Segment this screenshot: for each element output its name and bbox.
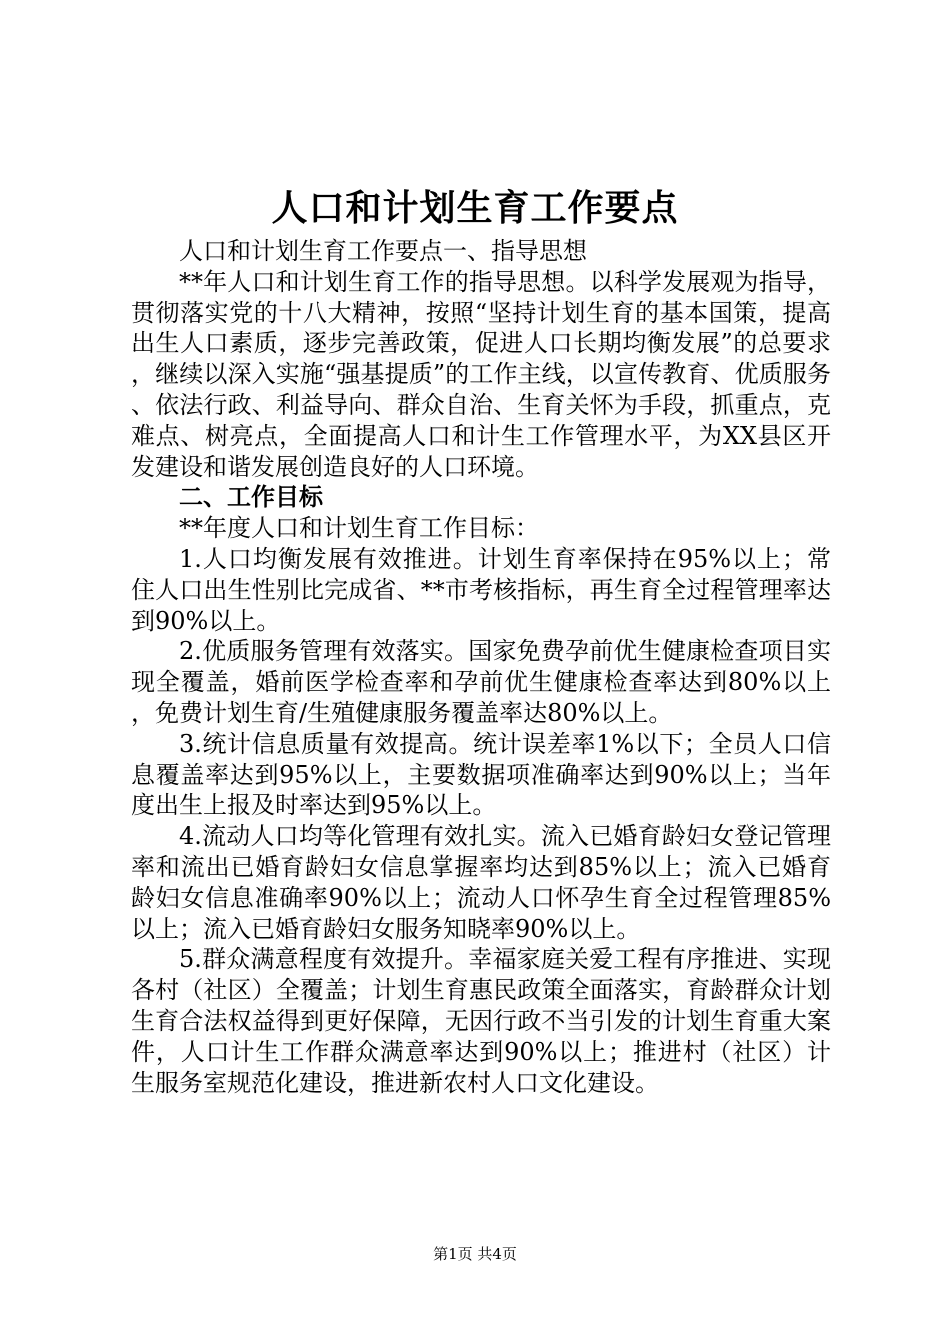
goal-item-2: 2.优质服务管理有效落实。国家免费孕前优生健康检查项目实现全覆盖，婚前医学检查率和孕前优生健康检查率达到80%以上，免费计划生育/生殖健康服务覆盖率达80%以上。 [131,637,831,727]
document-title: 人口和计划生育工作要点 [271,187,679,229]
section-heading-work-goals: 二、工作目标 [179,482,323,512]
page-number-footer: 第1页 共4页 [433,1245,517,1263]
goal-item-5: 5.群众满意程度有效提升。幸福家庭关爱工程有序推进、实现各村（社区）全覆盖；计划生育惠民政策全面落实，育龄群众计划生育合法权益得到更好保障，无因行政不当引发的计划生育重大案件，人口计生工作群众满意率达到90%以上；推进村（社区）计生服务室规范化建设，推进新农村人口文化建设。 [131,945,831,1097]
goal-item-4: 4.流动人口均等化管理有效扎实。流入已婚育龄妇女登记管理率和流出已婚育龄妇女信息掌握率均达到85%以上；流入已婚育龄妇女信息准确率90%以上；流动人口怀孕生育全过程管理85%以上；流入已婚育龄妇女服务知晓率90%以上。 [131,822,831,943]
guiding-thought-paragraph: **年人口和计划生育工作的指导思想。以科学发展观为指导，贯彻落实党的十八大精神，按照“坚持计划生育的基本国策，提高出生人口素质，逐步完善政策，促进人口长期均衡发展”的总要求，继续以深入实施“强基提质”的工作主线，以宣传教育、优质服务、依法行政、利益导向、群众自治、生育关怀为手段，抓重点，克难点、树亮点，全面提高人口和计生工作管理水平，为XX县区开发建设和谐发展创造良好的人口环境。 [131,267,831,481]
goal-item-3: 3.统计信息质量有效提高。统计误差率1%以下；全员人口信息覆盖率达到95%以上，主要数据项准确率达到90%以上；当年度出生上报及时率达到95%以上。 [131,729,831,820]
document-body [131,236,831,1098]
intro-paragraph: 人口和计划生育工作要点一、指导思想 [179,237,587,265]
goals-intro-paragraph: **年度人口和计划生育工作目标： [179,514,539,543]
goal-item-1: 1.人口均衡发展有效推进。计划生育率保持在95%以上；常住人口出生性别比完成省、**市考核指标，再生育全过程管理率达到90%以上。 [131,544,831,635]
